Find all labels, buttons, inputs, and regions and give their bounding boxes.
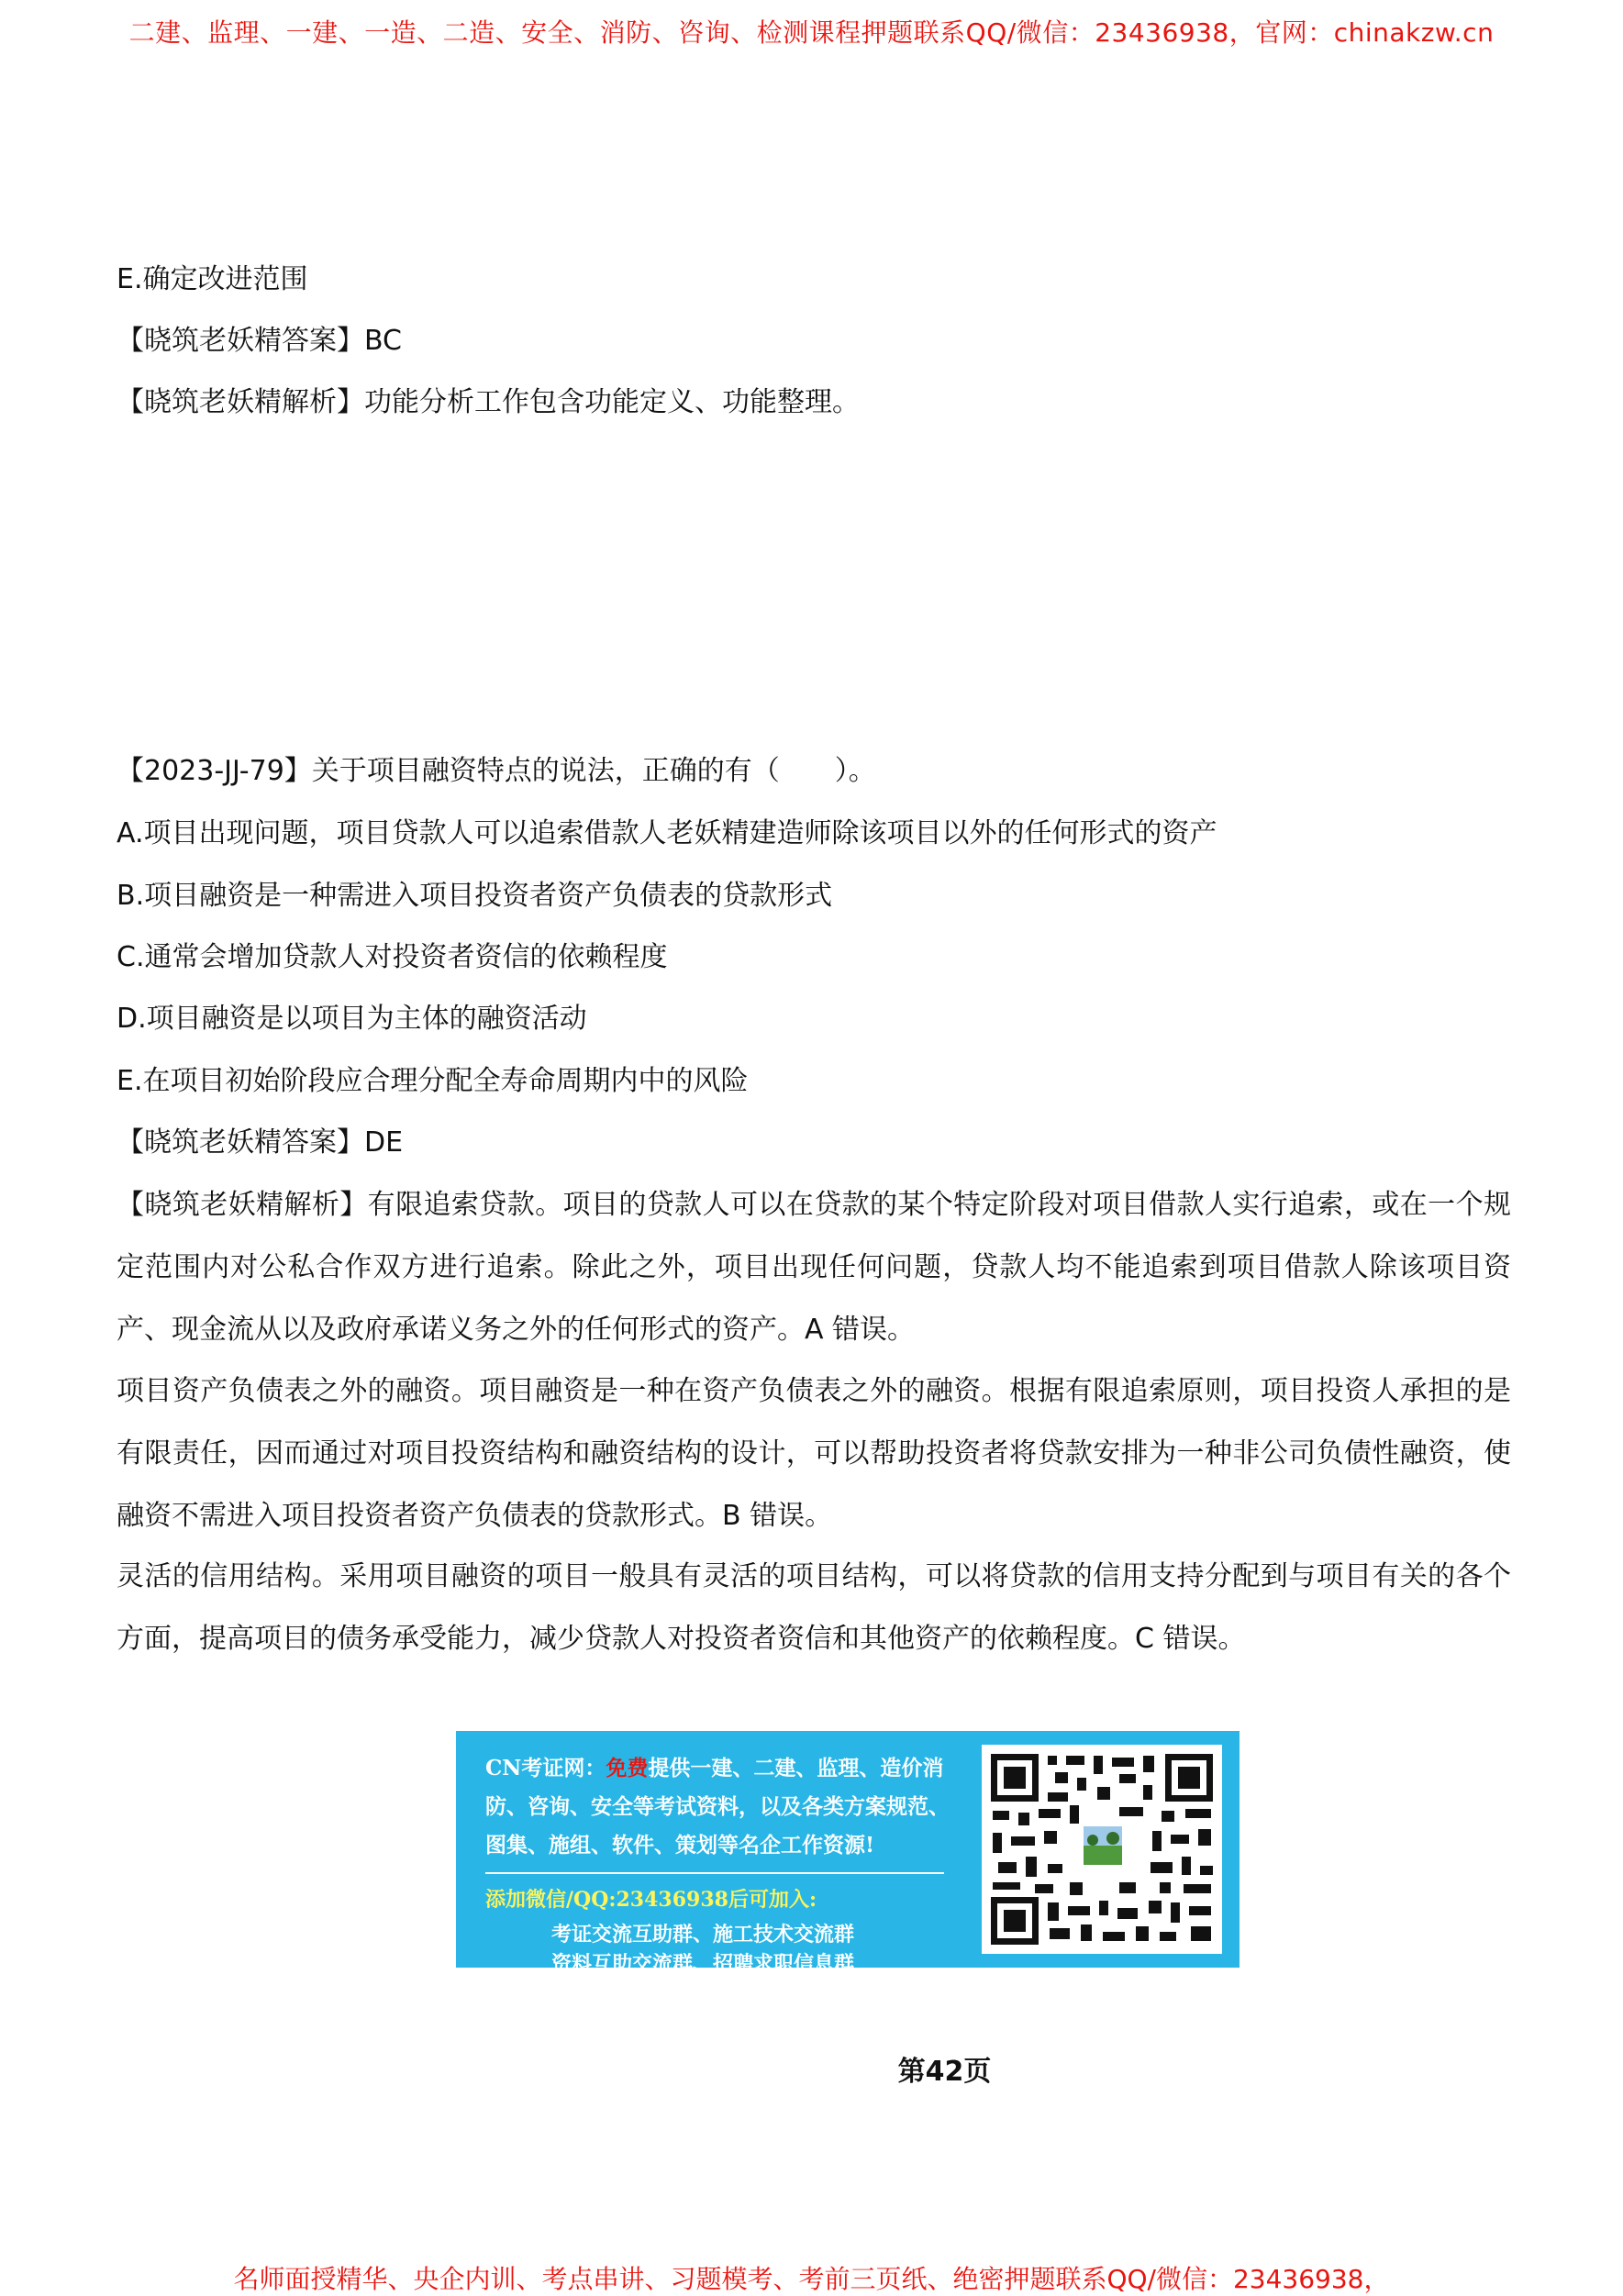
q2-answer: 【晓筑老妖精答案】DE [117,1126,404,1159]
promo-desc: 提供一建、二建、监理、造价消防、咨询、安全等考试资料，以及各类方案规范、图集、施组、软件、策划等名企工作资源! [485,1756,950,1858]
q2-question: 【2023-JJ-79】关于项目融资特点的说法，正确的有（ ）。 [117,755,876,787]
q2-analysis-paragraph: 项目资产负债表之外的融资。项目融资是一种在资产负债表之外的融资。根据有限追索原则，项目投资人承担的是有限责任，因而通过对项目投资结构和融资结构的设计，可以帮助投资者将贷款安排为一种非公司负债性融资，使融资不需进入项目投资者资产负债表的贷款形式。B 错误。 [117,1375,1511,1532]
promo-group-line: 考证交流互助群、施工技术交流群 [551,1923,855,1947]
promo-site-prefix: CN考证网： [485,1756,606,1780]
promo-add-contact: 添加微信/QQ:23436938后可加入: [485,1888,817,1912]
page-number: 第42页 [897,2056,992,2088]
promo-banner [456,1731,1239,1976]
q1-analysis: 【晓筑老妖精解析】功能分析工作包含功能定义、功能整理。 [117,386,860,418]
q2-analysis-paragraph: 【晓筑老妖精解析】有限追索贷款。项目的贷款人可以在贷款的某个特定阶段对项目借款人实行追索，或在一个规定范围内对公私合作双方进行追索。除此之外，项目出现任何问题，贷款人均不能追索到项目借款人除该项目资产、现金流从以及政府承诺义务之外的任何形式的资产。A 错误。 [117,1189,1511,1346]
promo-divider [485,1872,944,1874]
q2-option-e: E.在项目初始阶段应合理分配全寿命周期内中的风险 [117,1065,749,1097]
q2-option-a: A.项目出现问题，项目贷款人可以追索借款人老妖精建造师除该项目以外的任何形式的资产 [117,817,1217,849]
q2-option-b: B.项目融资是一种需进入项目投资者资产负债表的贷款形式 [117,880,833,912]
q2-option-d: D.项目融资是以项目为主体的融资活动 [117,1003,587,1035]
q1-answer: 【晓筑老妖精答案】BC [117,325,403,357]
footer-banner: 名师面授精华、央企内训、考点串讲、习题模考、考前三页纸、绝密押题联系QQ/微信：23436938， [233,2264,1390,2294]
header-banner: 二建、监理、一建、一造、二造、安全、消防、咨询、检测课程押题联系QQ/微信：23436938，官网：chinakzw.cn [128,17,1495,48]
q2-option-c: C.通常会增加贷款人对投资者资信的依赖程度 [117,941,668,973]
q2-analysis-paragraph: 灵活的信用结构。采用项目融资的项目一般具有灵活的项目结构，可以将贷款的信用支持分配到与项目有关的各个方面，提高项目的债务承受能力，减少贷款人对投资者资信和其他资产的依赖程度。C 错误。 [117,1560,1511,1655]
promo-description [485,1749,962,1865]
qr-code-icon [982,1745,1222,1954]
promo-free-label: 免费 [606,1756,649,1780]
q1-option-e: E.确定改进范围 [117,263,308,295]
promo-group-line: 资料互助交流群、招聘求职信息群 [551,1952,855,1976]
